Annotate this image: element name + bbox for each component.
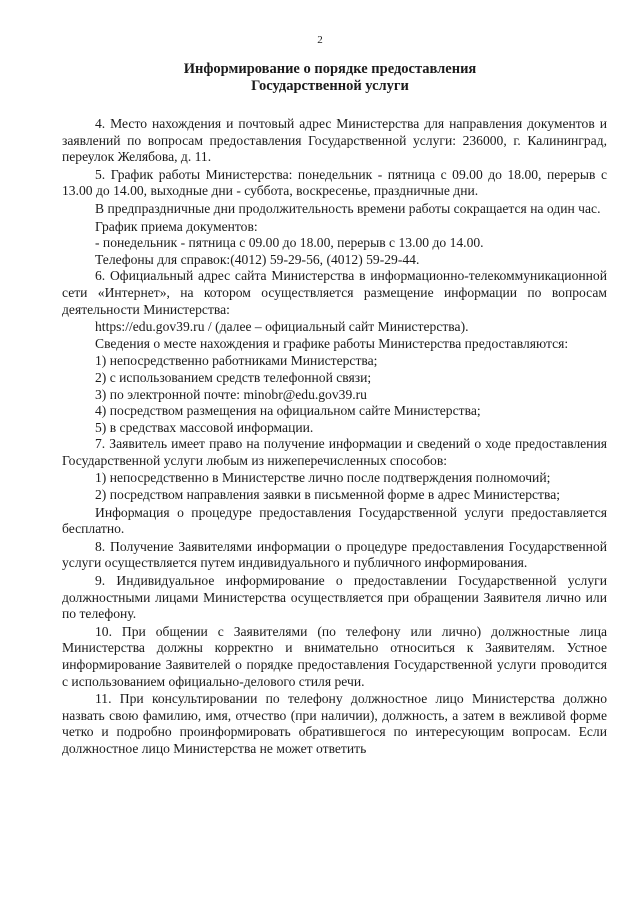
paragraph: Информация о процедуре предоставления Государственной услуги предоставляется бесплатно. xyxy=(62,504,607,537)
paragraph: 11. При консультировании по телефону должностное лицо Министерства должно назвать свою фамилию, имя, отчество (при наличии), должность, а затем в вежливой форме четко и подробно проинформировать обратившегося по интересующим вопросам. Если должностное лицо Министерства не может ответить xyxy=(62,691,607,756)
paragraph: 9. Индивидуальное информирование о предоставлении Государственной услуги должностными лицами Министерства осуществляется при обращении Заявителя лично или по телефону. xyxy=(62,573,607,622)
text-line: - понедельник - пятница с 09.00 до 18.00, перерыв с 13.00 до 14.00. xyxy=(95,235,484,251)
paragraph: 10. При общении с Заявителями (по телефону или лично) должностные лица Министерства должны корректно и внимательно относиться к Заявителям. Устное информирование Заявителей о порядке предоставления Государственной услуги проводится с использованием официально-делового стиля речи. xyxy=(62,623,607,689)
page-number: 2 xyxy=(317,34,323,46)
text-line: 5) в средствах массовой информации. xyxy=(95,419,314,435)
section-title xyxy=(60,61,600,95)
text-line: 1) непосредственно работниками Министерства; xyxy=(95,353,378,369)
document-body xyxy=(62,116,607,759)
text-line: Телефоны для справок:(4012) 59-29-56, (4012) 59-29-44. xyxy=(95,251,420,267)
paragraph: Сведения о месте нахождения и графике работы Министерства предоставляются: xyxy=(95,335,569,351)
section-title-line: Информирование о порядке предоставления xyxy=(183,61,477,77)
paragraph: 6. Официальный адрес сайта Министерства в информационно-телекоммуникационной сети «Интернет», на котором осуществляется размещение информации по вопросам деятельности Министерства: xyxy=(62,268,607,317)
text-line: 1) непосредственно в Министерстве лично после подтверждения полномочий; xyxy=(95,470,551,486)
paragraph: В предпраздничные дни продолжительность времени работы сокращается на один час. xyxy=(95,200,601,216)
paragraph: 2) посредством направления заявки в письменной форме в адрес Министерства; xyxy=(95,487,561,503)
paragraph: 7. Заявитель имеет право на получение информации и сведений о ходе предоставления Государственной услуги любым из нижеперечисленных способов: xyxy=(62,436,607,468)
text-line: https://edu.gov39.ru / (далее – официальный сайт Министерства). xyxy=(95,319,469,335)
paragraph: 4. Место нахождения и почтовый адрес Министерства для направления документов и заявлений по вопросам предоставления Государственной услуги: 236000, г. Калининград, переулок Желябова, д. 11. xyxy=(62,116,607,165)
paragraph: 8. Получение Заявителями информации о процедуре предоставления Государственной услуги осуществляется путем индивидуального и публичного информирования. xyxy=(62,538,607,571)
paragraph: 5. График работы Министерства: понедельник - пятница с 09.00 до 18.00, перерыв с 13.00 до 14.00, выходные дни - суббота, воскресенье, праздничные дни. xyxy=(62,166,607,199)
text-line: График приема документов: xyxy=(95,218,258,234)
section-title-line: Государственной услуги xyxy=(251,78,409,94)
text-line: 3) по электронной почте: minobr@edu.gov39.ru xyxy=(95,386,367,402)
text-line: 2) с использованием средств телефонной связи; xyxy=(95,369,372,385)
text-line: 4) посредством размещения на официальном сайте Министерства; xyxy=(95,403,481,419)
